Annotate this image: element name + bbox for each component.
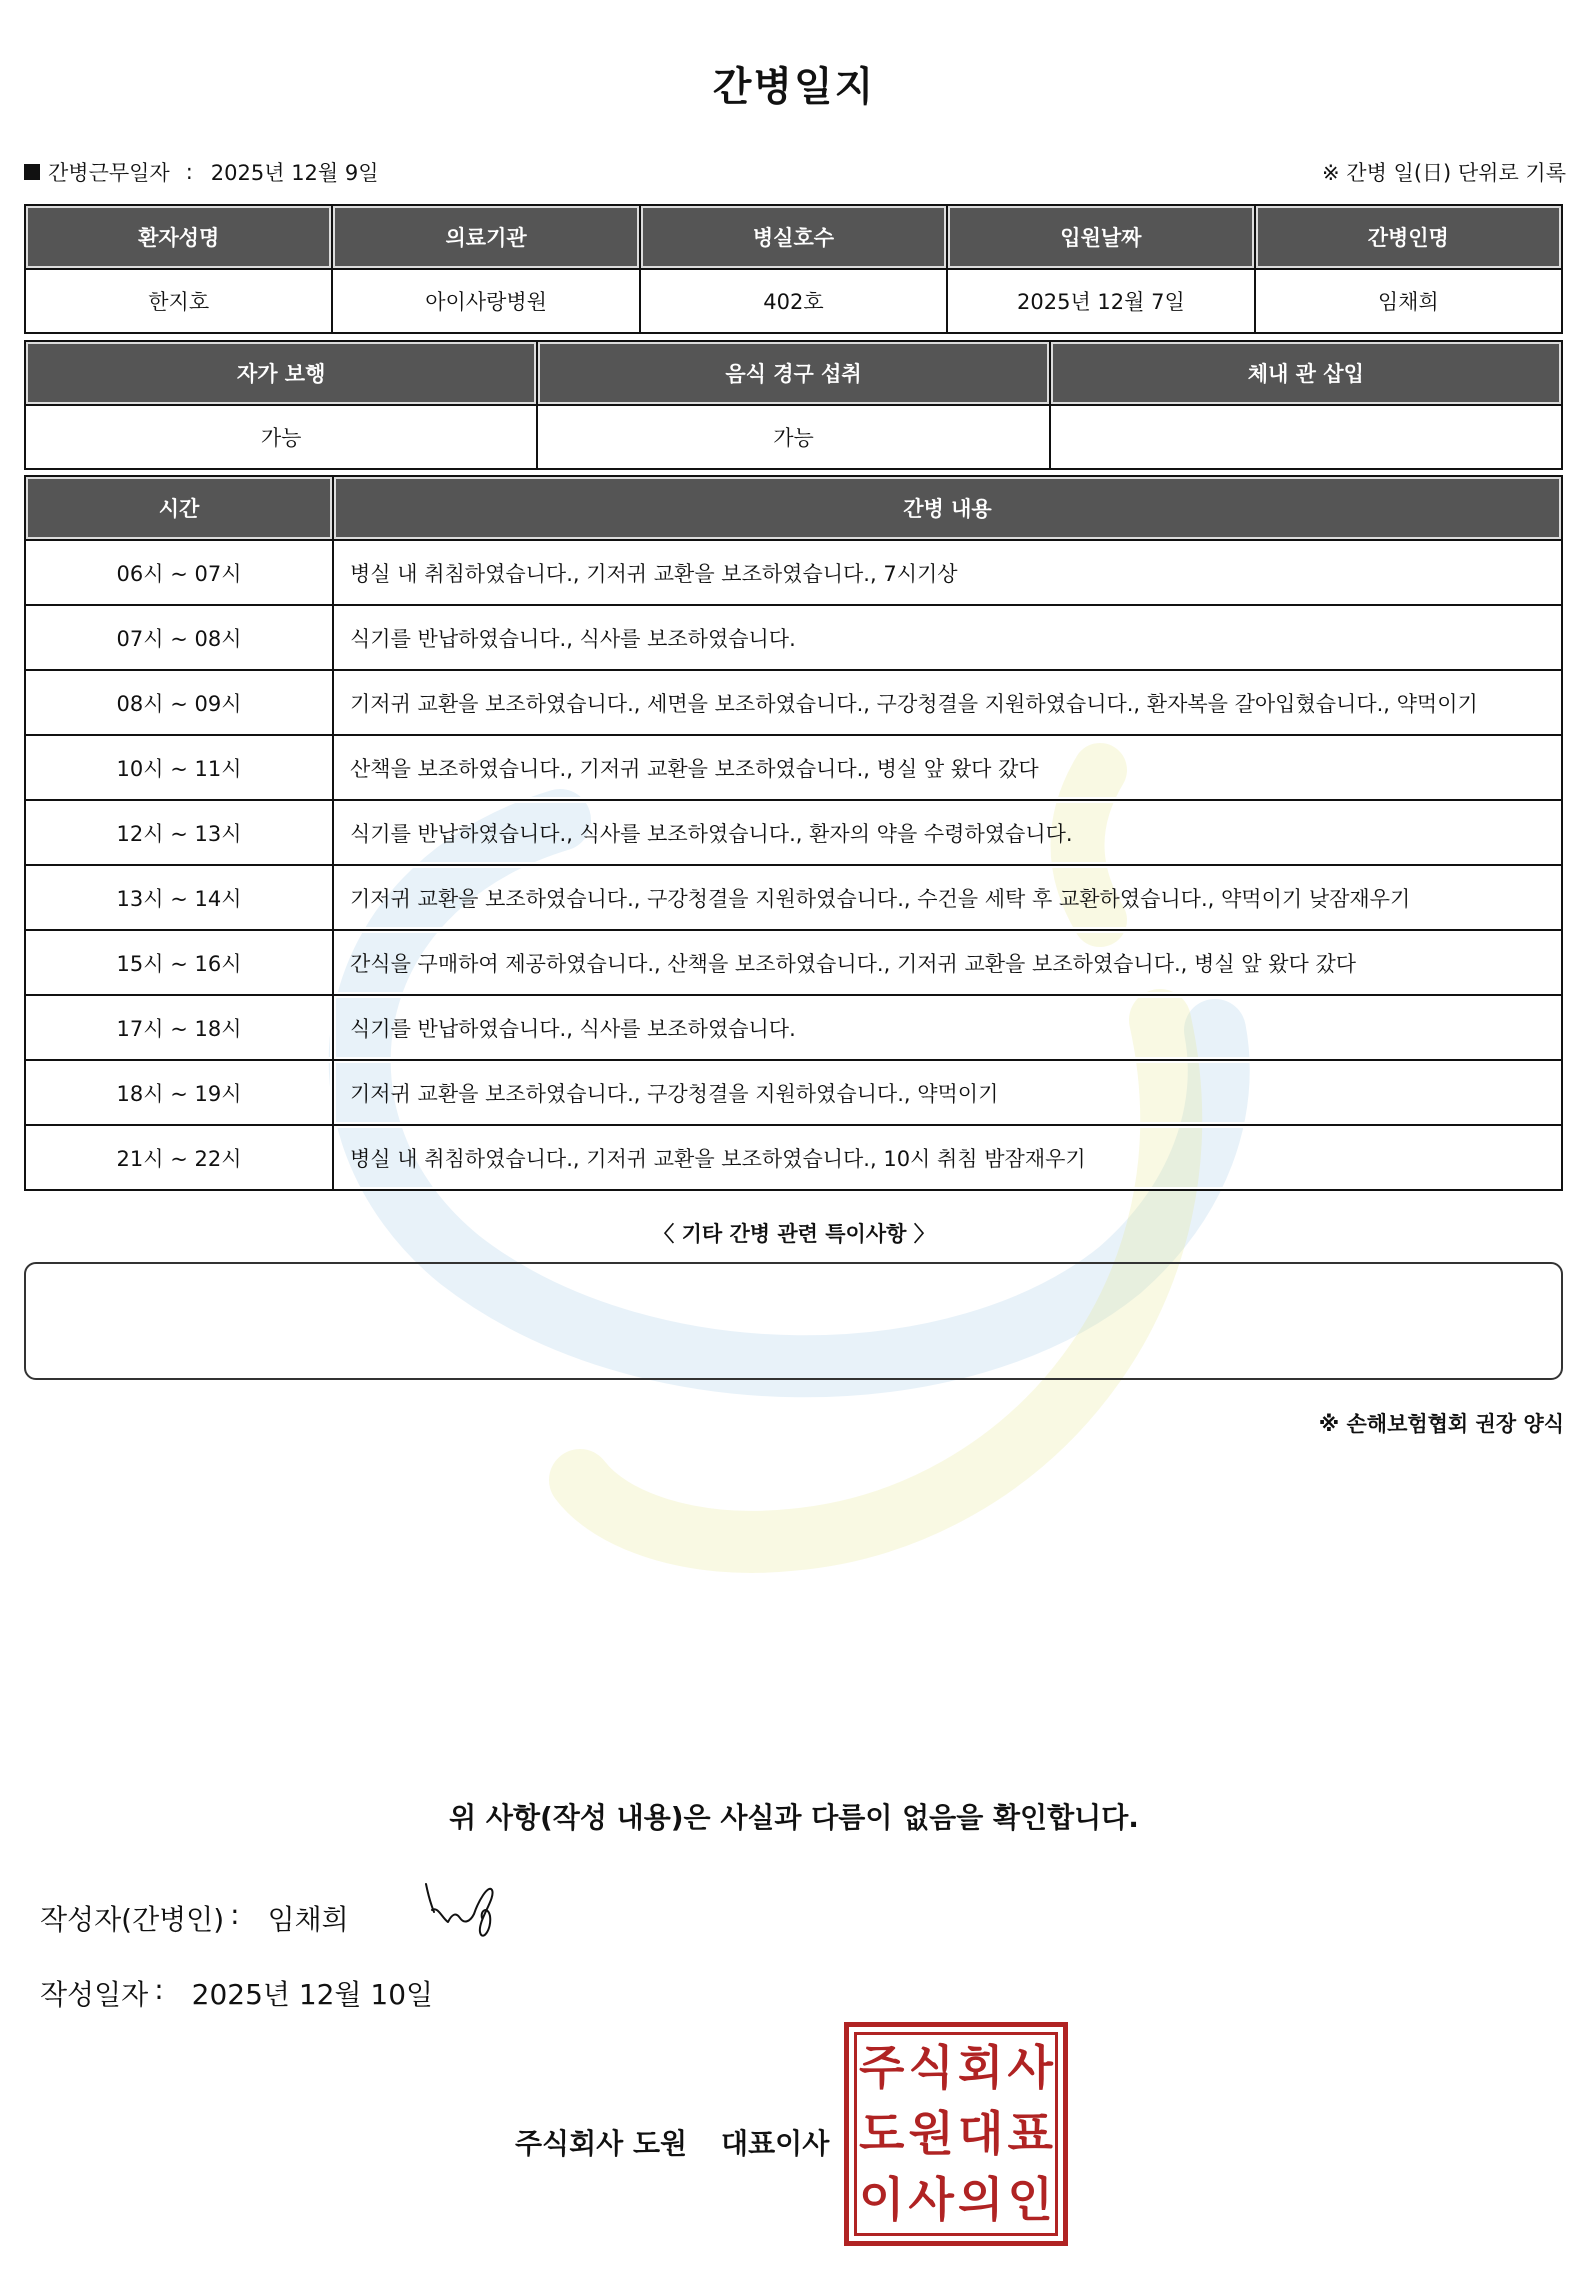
- time-cell: 15시 ~ 16시: [25, 930, 333, 995]
- time-cell: 21시 ~ 22시: [25, 1125, 333, 1190]
- unit-note: ※ 간병 일(日) 단위로 기록: [1322, 161, 1566, 185]
- seal-character: 사: [1007, 2040, 1053, 2096]
- admission-date: 2025년 12월 7일: [947, 269, 1254, 333]
- care-content-cell: 병실 내 취침하였습니다., 기저귀 교환을 보조하였습니다., 7시기상: [333, 540, 1562, 605]
- seal-character: 표: [1007, 2106, 1053, 2162]
- work-date-value: 2025년 12월 9일: [210, 161, 379, 185]
- header-caregiver-name: 간병인명: [1255, 205, 1562, 269]
- seal-character: 인: [1007, 2172, 1053, 2228]
- remarks-title: 〈 기타 간병 관련 특이사항 〉: [653, 1222, 935, 1246]
- table-row: [25, 605, 1562, 670]
- time-cell: 10시 ~ 11시: [25, 735, 333, 800]
- oral-intake-value: 가능: [537, 405, 1049, 469]
- seal-character: 주: [859, 2040, 905, 2096]
- header-patient-name: 환자성명: [25, 205, 332, 269]
- table-row: [25, 735, 1562, 800]
- company-ceo-title: 대표이사: [721, 2127, 830, 2160]
- work-date-label: 간병근무일자: [48, 161, 170, 185]
- table-row: [25, 930, 1562, 995]
- writer-name: 임채희: [267, 1903, 349, 1936]
- table-row: [25, 1125, 1562, 1190]
- caregiver-name: 임채희: [1255, 269, 1562, 333]
- seal-character: 사: [908, 2172, 954, 2228]
- table-row: [25, 995, 1562, 1060]
- company-seal-stamp: [844, 2022, 1068, 2246]
- work-date-row: [24, 157, 379, 187]
- written-date-row: [40, 1973, 433, 2013]
- seal-character: 대: [958, 2106, 1004, 2162]
- header-oral-intake: 음식 경구 섭취: [537, 341, 1049, 405]
- care-content-cell: 간식을 구매하여 제공하였습니다., 산책을 보조하였습니다., 기저귀 교환을 보조하였습니다., 병실 앞 왔다 갔다: [333, 930, 1562, 995]
- company-name: 주식회사 도원: [515, 2127, 688, 2160]
- writer-row: [40, 1898, 349, 1938]
- care-content-cell: 식기를 반납하였습니다., 식사를 보조하였습니다., 환자의 약을 수령하였습니다.: [333, 800, 1562, 865]
- care-content-cell: 산책을 보조하였습니다., 기저귀 교환을 보조하였습니다., 병실 앞 왔다 갔다: [333, 735, 1562, 800]
- table-header-row: [25, 476, 1562, 540]
- header-hospital: 의료기관: [332, 205, 639, 269]
- care-log-table: [24, 475, 1563, 1191]
- seal-character: 회: [958, 2040, 1004, 2096]
- time-cell: 08시 ~ 09시: [25, 670, 333, 735]
- tube-insertion-value: [1050, 405, 1562, 469]
- table-header-row: [25, 341, 1562, 405]
- patient-name: 한지호: [25, 269, 332, 333]
- patient-status-table: [24, 340, 1563, 470]
- time-cell: 06시 ~ 07시: [25, 540, 333, 605]
- care-content-cell: 기저귀 교환을 보조하였습니다., 구강청결을 지원하였습니다., 약먹이기: [333, 1060, 1562, 1125]
- work-date-colon: :: [185, 160, 193, 184]
- hospital-name: 아이사랑병원: [332, 269, 639, 333]
- written-date-value: 2025년 12월 10일: [191, 1978, 434, 2011]
- seal-character: 의: [958, 2172, 1004, 2228]
- table-row: [25, 1060, 1562, 1125]
- seal-character-grid: [854, 2032, 1058, 2236]
- time-cell: 18시 ~ 19시: [25, 1060, 333, 1125]
- room-number: 402호: [640, 269, 947, 333]
- company-signature-line: [515, 2122, 829, 2162]
- confirmation-statement: 위 사항(작성 내용)은 사실과 다름이 없음을 확인합니다.: [449, 1801, 1139, 1834]
- square-bullet-icon: [24, 164, 40, 180]
- seal-character: 원: [908, 2106, 954, 2162]
- form-note: ※ 손해보험협회 권장 양식: [1318, 1412, 1564, 1436]
- time-cell: 13시 ~ 14시: [25, 865, 333, 930]
- header-self-walking: 자가 보행: [25, 341, 537, 405]
- remarks-box: [24, 1262, 1563, 1380]
- table-row: [25, 405, 1562, 469]
- header-room-number: 병실호수: [640, 205, 947, 269]
- table-row: [25, 670, 1562, 735]
- header-admission-date: 입원날짜: [947, 205, 1254, 269]
- care-content-cell: 식기를 반납하였습니다., 식사를 보조하였습니다.: [333, 995, 1562, 1060]
- header-tube-insertion: 체내 관 삽입: [1050, 341, 1562, 405]
- seal-character: 식: [908, 2040, 954, 2096]
- table-header-row: [25, 205, 1562, 269]
- time-cell: 07시 ~ 08시: [25, 605, 333, 670]
- written-date-label: 작성일자: [40, 1978, 149, 2011]
- patient-info-table: [24, 204, 1563, 334]
- care-content-cell: 기저귀 교환을 보조하였습니다., 구강청결을 지원하였습니다., 수건을 세탁 후 교환하였습니다., 약먹이기 낮잠재우기: [333, 865, 1562, 930]
- time-cell: 12시 ~ 13시: [25, 800, 333, 865]
- writer-colon: :: [230, 1898, 240, 1931]
- table-row: [25, 269, 1562, 333]
- self-walking-value: 가능: [25, 405, 537, 469]
- care-content-cell: 병실 내 취침하였습니다., 기저귀 교환을 보조하였습니다., 10시 취침 밤잠재우기: [333, 1125, 1562, 1190]
- care-content-cell: 기저귀 교환을 보조하였습니다., 세면을 보조하였습니다., 구강청결을 지원하였습니다., 환자복을 갈아입혔습니다., 약먹이기: [333, 670, 1562, 735]
- care-content-cell: 식기를 반납하였습니다., 식사를 보조하였습니다.: [333, 605, 1562, 670]
- time-cell: 17시 ~ 18시: [25, 995, 333, 1060]
- header-care-content: 간병 내용: [333, 476, 1562, 540]
- header-time: 시간: [25, 476, 333, 540]
- writer-label: 작성자(간병인): [40, 1903, 225, 1936]
- table-row: [25, 800, 1562, 865]
- document-title: 간병일지: [712, 64, 876, 110]
- seal-character: 이: [859, 2172, 905, 2228]
- table-row: [25, 865, 1562, 930]
- handwritten-signature: [418, 1872, 518, 1942]
- written-date-colon: :: [154, 1973, 164, 2006]
- table-row: [25, 540, 1562, 605]
- seal-character: 도: [859, 2106, 905, 2162]
